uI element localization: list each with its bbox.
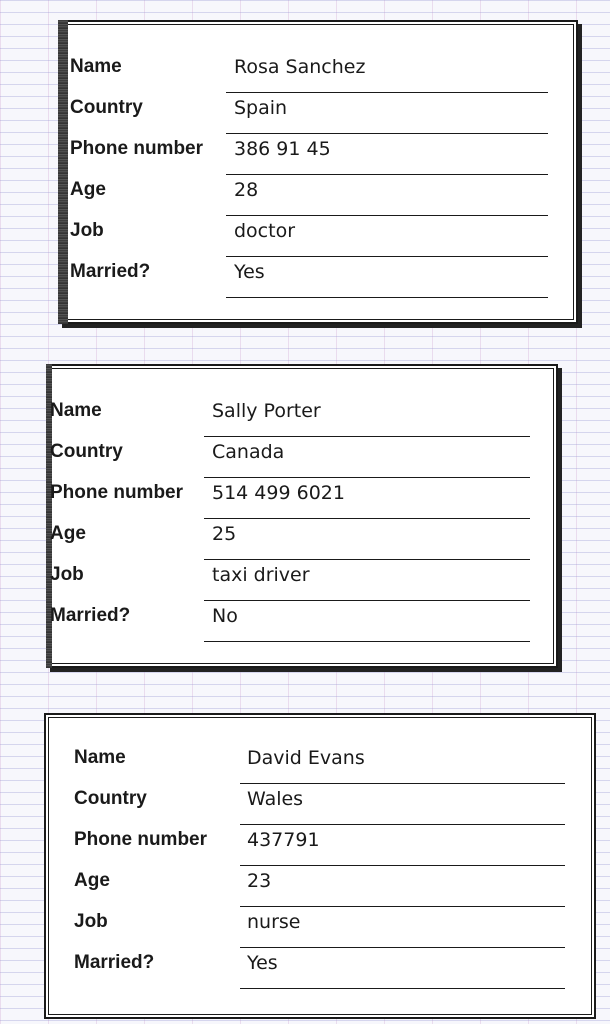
field-value: 23 — [247, 870, 272, 892]
profile-card-sally — [46, 364, 558, 668]
field-label: Name — [74, 747, 126, 768]
field-label: Country — [50, 441, 123, 462]
answer-line — [240, 988, 565, 989]
field-row-married — [58, 257, 578, 298]
field-row-country — [46, 437, 558, 478]
field-row-phone — [58, 134, 578, 175]
field-row-country — [58, 93, 578, 134]
card-shadow — [62, 324, 582, 328]
field-value: 28 — [234, 179, 259, 201]
field-label: Country — [74, 788, 147, 809]
card-shadow — [558, 368, 562, 672]
field-row-job — [58, 216, 578, 257]
field-value: 386 91 45 — [234, 138, 331, 160]
field-label: Job — [70, 220, 104, 241]
field-row-name — [44, 743, 596, 784]
answer-line — [226, 297, 548, 298]
field-row-age — [58, 175, 578, 216]
field-value: Wales — [247, 788, 304, 810]
field-label: Phone number — [74, 829, 208, 850]
profile-card-rosa — [58, 20, 578, 324]
field-value: Sally Porter — [212, 400, 321, 422]
field-label: Age — [50, 523, 86, 544]
field-label: Married? — [50, 605, 131, 626]
field-value: doctor — [234, 220, 296, 242]
field-value: Yes — [234, 261, 265, 283]
field-value: nurse — [247, 911, 301, 933]
answer-line — [204, 641, 530, 642]
field-value: Spain — [234, 97, 288, 119]
field-value: taxi driver — [212, 564, 310, 586]
field-value: No — [212, 605, 238, 627]
field-value: Canada — [212, 441, 285, 463]
field-row-country — [44, 784, 596, 825]
field-label: Phone number — [50, 482, 184, 503]
field-value: 514 499 6021 — [212, 482, 345, 504]
field-value: David Evans — [247, 747, 365, 769]
field-row-age — [46, 519, 558, 560]
field-row-phone — [46, 478, 558, 519]
field-row-name — [58, 52, 578, 93]
field-label: Age — [74, 870, 110, 891]
field-label: Country — [70, 97, 143, 118]
card-shadow — [578, 24, 582, 328]
field-label: Phone number — [70, 138, 204, 159]
field-row-married — [44, 948, 596, 989]
profile-card-david — [44, 713, 596, 1019]
field-value: 25 — [212, 523, 237, 545]
card-shadow — [50, 668, 562, 672]
field-label: Job — [50, 564, 84, 585]
field-row-married — [46, 601, 558, 642]
field-label: Age — [70, 179, 106, 200]
field-value: Rosa Sanchez — [234, 56, 366, 78]
field-row-job — [46, 560, 558, 601]
field-label: Name — [70, 56, 122, 77]
field-label: Job — [74, 911, 108, 932]
field-label: Name — [50, 400, 102, 421]
field-value: 437791 — [247, 829, 320, 851]
field-row-name — [46, 396, 558, 437]
field-label: Married? — [70, 261, 151, 282]
field-row-phone — [44, 825, 596, 866]
field-row-job — [44, 907, 596, 948]
field-label: Married? — [74, 952, 155, 973]
field-value: Yes — [247, 952, 278, 974]
field-row-age — [44, 866, 596, 907]
